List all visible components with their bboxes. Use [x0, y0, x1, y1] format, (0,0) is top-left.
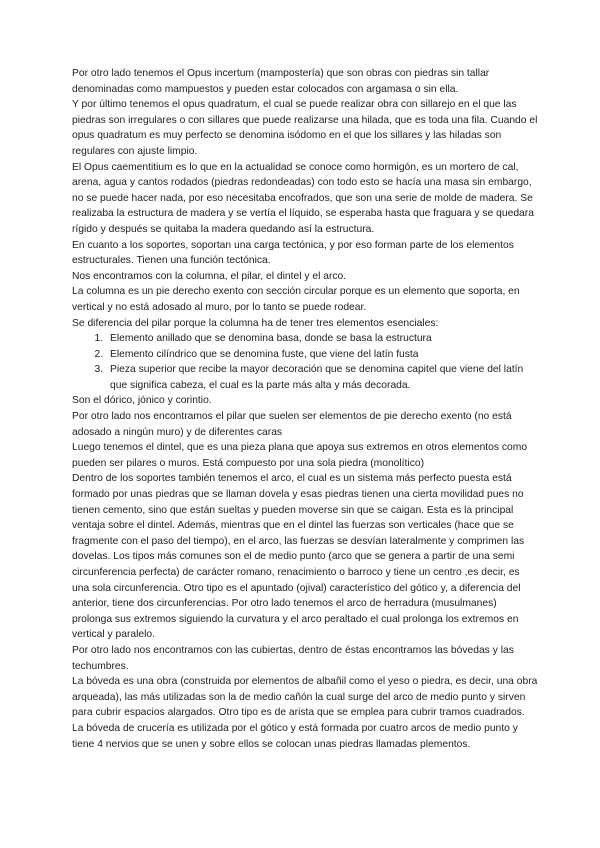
- paragraph-dintel: Luego tenemos el dintel, que es una pieza plana que apoya sus extremos en otros elementos como pueden ser pilares o muros. Está compuesto por una sola piedra (monolítico): [72, 442, 528, 469]
- paragraph-arco: Dentro de los soportes también tenemos el arco, el cual es un sistema más perfecto puesta está formado por unas piedras que se llaman dovela y esas piedras tienen una cierta movilidad pues no tienen cemento, sino que están sueltas y pueden moverse sin que se caigan. Esta es la principal ventaja sobre el dintel. Además, mientras que en el dintel las fuerzas son verticales (hace que se fragmente con el paso del tiempo), en el arco, las fuerzas se desvían lateralmente y comprimen las dovelas. Los tipos más comunes son el de medio punto (arco que se genera a partir de una semi circunferencia perfecta) de carácter romano, renacimiento o barroco y tiene un centro ,es decir, es una sola circunferencia. Otro tipo es el apuntado (ojival) característico del gótico y, a diferencia del anterior, tiene dos circunferencias. Por otro lado tenemos el arco de herradura (musulmanes) prolonga sus extremos siguiendo la curvatura y el arco peraltado el cual prolonga los extremos en vertical y paralelo.: [72, 473, 525, 641]
- paragraph-columna: La columna es un pie derecho exento con sección circular porque es un elemento que soporta, en vertical y no está adosado al muro, por lo tanto se puede rodear.: [72, 286, 520, 313]
- paragraph-opus-caementitium: El Opus caementitium es lo que en la actualidad se conoce como hormigón, es un mortero de cal, arena, agua y cantos rodados (piedras redondeadas) con todo esto se hacía una masa sin embargo, no se puede hacer nada, por eso necesitaba encofrados, que son una serie de molde de madera. Se realizaba la estructura de madera y se vertía el líquido, se esperaba hasta que fraguara y se quedara rígido y después se quitaba la madera quedando así la estructura.: [72, 161, 534, 235]
- paragraph-boveda: La bóveda es una obra (construida por elementos de albañil como el yeso o piedra, es decir, una obra arqueada), las más utilizadas son la de medio cañón la cual surge del arco de medio punto y sirven para cubrir espacios alargados. Otro tipo es de arista que se emplea para cubrir tramos cuadrados. La bóveda de crucería es utilizada por el gótico y está formada por cuatro arcos de medio punto y tiene 4 nervios que se unen y sobre ellos se colocan unas piedras llamadas plementos.: [72, 676, 538, 750]
- paragraph-pilar: Por otro lado nos encontramos el pilar que suelen ser elementos de pie derecho exento (no está adosado a ningún muro) y de diferentes caras: [72, 411, 512, 438]
- document-body: [72, 66, 538, 752]
- list-item-basa: 1. Elemento anillado que se denomina basa, donde se basa la estructura: [106, 331, 538, 347]
- paragraph-tipos-soportes: Nos encontramos con la columna, el pilar, el dintel y el arco.: [72, 270, 347, 282]
- paragraph-cubiertas: Por otro lado nos encontramos con las cubiertas, dentro de éstas encontramos las bóvedas y las techumbres.: [72, 644, 514, 672]
- paragraph-ordenes: Son el dórico, jónico y corintio.: [72, 395, 212, 407]
- column-elements-list: [72, 331, 538, 393]
- list-item-capitel: 3. Pieza superior que recibe la mayor decoración que se denomina capitel que viene del latín que significa cabeza, el cual es la parte más alta y más decorada.: [106, 362, 538, 393]
- list-item-fuste: 2. Elemento cilíndrico que se denomina fuste, que viene del latín fusta: [106, 347, 538, 363]
- paragraph-opus-incertum: Por otro lado tenemos el Opus incertum (mampostería) que son obras con piedras sin tallar denominadas como mampuestos y pueden estar colocados con argamasa o sin ella.: [72, 68, 490, 95]
- paragraph-opus-quadratum: Y por último tenemos el opus quadratum, el cual se puede realizar obra con sillarejo en el que las piedras son irregulares o con sillares que puede realizarse una hilada, que es toda una fila. Cuando el opus quadratum es muy perfecto se denomina isódomo en el que los sillares y las hiladas son regulares con ajuste limpio.: [72, 99, 538, 157]
- paragraph-diferencia-pilar: Se diferencia del pilar porque la columna ha de tener tres elementos esenciales:: [72, 317, 439, 329]
- paragraph-soportes: En cuanto a los soportes, soportan una carga tectónica, y por eso forman parte de los elementos estructurales. Tienen una función tectónica.: [72, 239, 514, 267]
